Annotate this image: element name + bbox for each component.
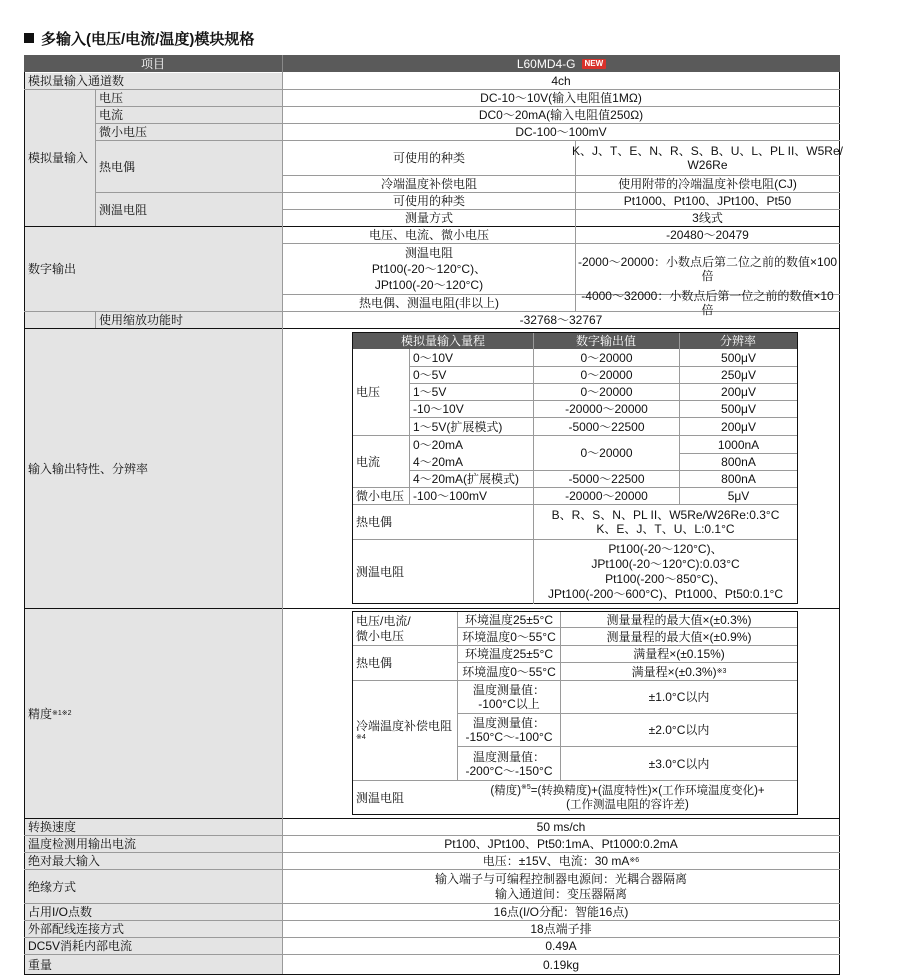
digital-row2-value: -2000～20000：小数点后第二位之前的数值×100倍 bbox=[577, 255, 838, 283]
weight-label: 重量 bbox=[28, 957, 53, 972]
io-voltage-out-4: -20000～20000 bbox=[565, 402, 648, 416]
detect-current-value: Pt100、JPt100、Pt50:1mA、Pt1000:0.2mA bbox=[444, 837, 678, 851]
header-item: 项目 bbox=[140, 56, 165, 71]
cj-label: 冷端温度补偿电阻 bbox=[380, 177, 477, 191]
digital-output-label: 数字输出 bbox=[28, 262, 77, 276]
acc-tc-label: 热电偶 bbox=[356, 656, 393, 670]
acc-tc-val-2: 满量程×(±0.3%) ※3 bbox=[631, 664, 727, 679]
io-voltage-out-1: 0～20000 bbox=[580, 350, 633, 365]
dc5v-label: DC5V消耗内部电流 bbox=[28, 939, 133, 953]
current-label: 电流 bbox=[99, 108, 124, 122]
tc-types-value: K、J、T、E、N、R、S、B、U、L、PL II、W5Re/ W26Re bbox=[572, 144, 843, 172]
io-tc-label: 热电偶 bbox=[356, 515, 393, 529]
io-voltage-range-4: -10～10V bbox=[413, 402, 464, 416]
io-voltage-res-3: 200μV bbox=[721, 385, 756, 399]
io-current-range-1: 0～20mA bbox=[413, 437, 464, 452]
absmax-value: 电压：±15V、电流：30 mA ※6 bbox=[482, 854, 640, 868]
io-header-resolution: 分辨率 bbox=[719, 334, 756, 348]
section-title bbox=[24, 28, 254, 48]
io-voltage-res-2: 250μV bbox=[721, 368, 756, 382]
io-voltage-range-3: 1～5V bbox=[413, 385, 447, 399]
acc-vc-cond-2: 环境温度0～55°C bbox=[462, 629, 556, 644]
acc-vc-label: 电压/电流/ 微小电压 bbox=[356, 613, 411, 643]
io-micro-res: 5μV bbox=[727, 489, 750, 503]
io-current-range-2: 4～20mA bbox=[413, 455, 464, 469]
new-badge: NEW bbox=[582, 59, 607, 69]
acc-cj-val-2: ±2.0°C以内 bbox=[648, 723, 710, 737]
digital-row1-label: 电压、电流、微小电压 bbox=[368, 228, 489, 242]
insulation-value: 输入端子与可编程控制器电源间：光耦合器隔离 输入通道间：变压器隔离 bbox=[434, 871, 687, 901]
absmax-label: 绝对最大输入 bbox=[28, 854, 101, 868]
square-bullet-icon bbox=[24, 33, 34, 43]
acc-cj-label: 冷端温度补偿电阻 ※4 bbox=[356, 719, 453, 741]
channels-label: 模拟量输入通道数 bbox=[28, 74, 125, 88]
io-current-out-3: -5000～22500 bbox=[568, 472, 645, 486]
io-current-out-shared: 0～20000 bbox=[580, 446, 633, 460]
io-voltage-range-1: 0～10V bbox=[413, 350, 454, 365]
acc-vc-cond-1: 环境温度25±5°C bbox=[464, 612, 554, 627]
rtd-method-value: 3线式 bbox=[692, 211, 723, 225]
current-value: DC0～20mA(输入电阻值250Ω) bbox=[478, 108, 644, 122]
digital-row1-value: -20480～20479 bbox=[666, 228, 749, 242]
io-tc-value: B、R、S、N、PL II、W5Re/W26Re:0.3°C K、E、J、T、U、L:0.1°C bbox=[551, 508, 780, 536]
acc-cj-val-3: ±3.0°C以内 bbox=[648, 756, 710, 771]
speed-label: 转换速度 bbox=[28, 820, 77, 834]
io-voltage-res-4: 500μV bbox=[721, 402, 756, 416]
io-voltage-res-1: 500μV bbox=[721, 350, 756, 365]
scaling-value: -32768～32767 bbox=[519, 313, 603, 327]
rtd-types-value: Pt1000、Pt100、JPt100、Pt50 bbox=[623, 194, 792, 208]
micro-voltage-value: DC-100～100mV bbox=[515, 125, 607, 139]
rtd-label: 测温电阻 bbox=[99, 202, 148, 217]
micro-voltage-label: 微小电压 bbox=[99, 125, 148, 139]
io-voltage-res-5: 200μV bbox=[721, 419, 756, 434]
io-current-label: 电流 bbox=[356, 454, 381, 469]
acc-tc-cond-2: 环境温度0～55°C bbox=[462, 664, 556, 679]
acc-tc-val-1: 满量程×(±0.15%) bbox=[633, 647, 725, 661]
insulation-label: 绝缘方式 bbox=[28, 879, 77, 894]
io-characteristics-label: 输入输出特性、分辨率 bbox=[28, 461, 149, 476]
acc-rtd-value: (精度)$^{※5}$=(转换精度)+(温度特性)×(工作环境温度变化)+ (工作测温电阻的容许差) bbox=[490, 784, 765, 811]
io-header-output: 数字输出值 bbox=[575, 334, 636, 348]
wiring-label: 外部配线连接方式 bbox=[28, 922, 125, 936]
io-voltage-range-2: 0～5V bbox=[413, 368, 447, 382]
io-voltage-out-3: 0～20000 bbox=[580, 385, 633, 399]
scaling-label: 使用缩放功能时 bbox=[99, 313, 184, 327]
io-micro-out: -20000～20000 bbox=[565, 489, 648, 503]
wiring-value: 18点端子排 bbox=[530, 922, 592, 936]
digital-row3-label: 热电偶、测温电阻(非以上) bbox=[359, 296, 499, 310]
page-title: 多输入(电压/电流/温度)模块规格 bbox=[41, 30, 255, 48]
cj-value: 使用附带的冷端温度补偿电阻(CJ) bbox=[618, 177, 797, 191]
weight-value: 0.19kg bbox=[542, 957, 580, 972]
io-current-res-2: 800nA bbox=[721, 455, 756, 469]
io-current-res-1: 1000nA bbox=[717, 437, 760, 452]
acc-vc-val-1: 测量量程的最大值×(±0.3%) bbox=[606, 612, 752, 627]
acc-cj-cond-2: 温度测量值： -150°C～-100°C bbox=[465, 716, 553, 744]
speed-value: 50 ms/ch bbox=[536, 820, 586, 834]
acc-cj-cond-3: 温度测量值： -200°C～-150°C bbox=[465, 749, 553, 778]
io-voltage-out-2: 0～20000 bbox=[580, 368, 633, 382]
io-points-label: 占用I/O点数 bbox=[28, 905, 93, 919]
acc-cj-cond-1: 温度测量值： -100°C以上 bbox=[472, 683, 545, 711]
io-voltage-range-5: 1～5V(扩展模式) bbox=[413, 419, 503, 434]
acc-cj-val-1: ±1.0°C以内 bbox=[648, 690, 710, 704]
header-model: L60MD4-G NEW bbox=[283, 55, 840, 72]
io-voltage-label: 电压 bbox=[356, 385, 381, 399]
acc-rtd-label: 测温电阻 bbox=[356, 791, 405, 805]
dc5v-value: 0.49A bbox=[545, 939, 577, 953]
acc-vc-val-2: 测量量程的最大值×(±0.9%) bbox=[606, 629, 752, 644]
io-voltage-out-5: -5000～22500 bbox=[568, 419, 645, 434]
digital-row3-value: -4000～32000：小数点后第一位之前的数值×10倍 bbox=[581, 289, 834, 317]
acc-tc-cond-1: 环境温度25±5°C bbox=[464, 647, 554, 661]
digital-row2-label: 测温电阻 Pt100(-20～120°C)、 JPt100(-20～120°C) bbox=[371, 246, 487, 292]
channels-value: 4ch bbox=[551, 74, 571, 88]
accuracy-label: 精度 ※1※2 bbox=[28, 706, 72, 721]
voltage-value: DC-10～10V(输入电阻值1MΩ) bbox=[480, 91, 642, 105]
io-micro-label: 微小电压 bbox=[356, 489, 405, 503]
io-rtd-label: 测温电阻 bbox=[356, 565, 405, 579]
analog-input-label: 模拟量输入 bbox=[28, 151, 89, 165]
io-current-res-3: 800nA bbox=[721, 472, 756, 486]
io-current-range-3: 4～20mA(扩展模式) bbox=[413, 472, 520, 486]
voltage-label: 电压 bbox=[99, 91, 124, 105]
tc-types-label: 可使用的种类 bbox=[392, 151, 465, 165]
thermocouple-label: 热电偶 bbox=[99, 159, 136, 174]
io-points-value: 16点(I/O分配：智能16点) bbox=[493, 905, 629, 919]
io-micro-range: -100～100mV bbox=[413, 489, 488, 503]
detect-current-label: 温度检测用输出电流 bbox=[28, 837, 137, 851]
io-header-range: 模拟量输入量程 bbox=[400, 334, 485, 348]
io-rtd-value: Pt100(-20～120°C)、 JPt100(-20～120°C):0.03°C Pt100(-200～850°C)、 JPt100(-200～600°C)、Pt1000、Pt50:0.1°C bbox=[547, 542, 784, 601]
rtd-method-label: 测量方式 bbox=[404, 211, 453, 225]
rtd-types-label: 可使用的种类 bbox=[392, 194, 465, 208]
